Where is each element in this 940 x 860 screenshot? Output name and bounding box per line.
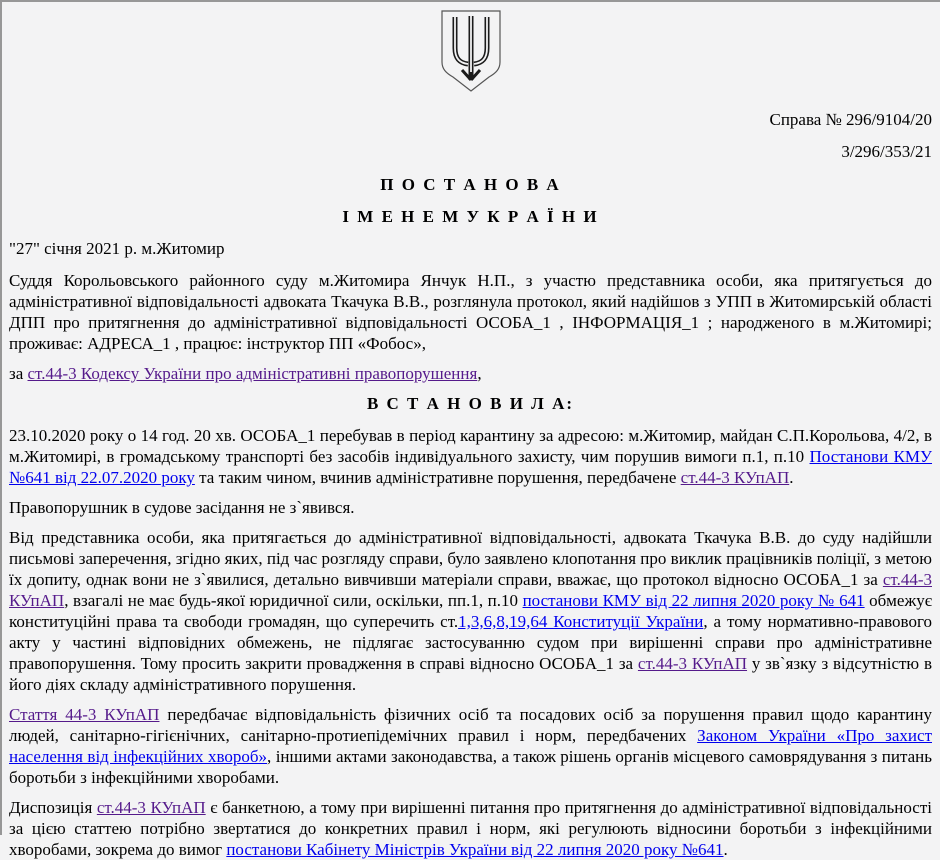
link-art44-3-kupap-article[interactable]: Стаття 44-3 КУпАП — [9, 705, 160, 724]
document-title-in-the-name-of-ukraine: І М Е Н Е М У К Р А Ї Н И — [342, 207, 599, 226]
paragraph-facts — [9, 425, 932, 488]
case-number: Справа № 296/9104/20 — [769, 110, 932, 129]
ukraine-trident-coat-of-arms-icon — [440, 10, 502, 92]
text-run: , а тому нормативно-правового акту у частині відповідних обмежень, не підлягає застосуванню судом при вирішенні справи про адміністративне правопорушення. Тому просить закрити провадження в справі відносно ОСОБА_1 за — [9, 612, 933, 673]
registry-number: 3/296/353/21 — [841, 142, 932, 161]
emblem-container — [9, 10, 932, 97]
text-run: , — [477, 364, 482, 383]
text-run: за — [9, 364, 28, 383]
text-run: 23.10.2020 року о 14 год. 20 хв. ОСОБА_1 перебував в період карантину за адресою: м.Житомир, майдан С.П.Корольова, 4/2, в м.Житомирі, в громадському транспорті без засобів індивідуального захисту, чим порушив вимоги п.1, п.10 — [9, 426, 932, 466]
text-run: передбачає відповідальність фізичних осіб та посадових осіб за порушення правил щодо карантину людей, санітарно-гігієнічних, санітарно-протиепідемічних правил і норм, передбачених — [9, 705, 932, 745]
link-art44-3-kupap[interactable]: ст.44-3 КУпАП — [680, 468, 790, 487]
link-art44-3-admin-offenses-code[interactable]: ст.44-3 Кодексу України про адміністративні правопорушення — [27, 364, 478, 383]
link-kmu-resolution-641-full[interactable]: постанови Кабінету Міністрів України від 22 липня 2020 року №641 — [226, 840, 724, 859]
case-numbers-block — [9, 109, 932, 162]
text-run: та таким чином, вчинив адміністративне порушення, передбачене — [194, 468, 681, 487]
paragraph-defense-objections — [9, 527, 932, 695]
text-run: є банкетною, а тому при вирішенні питання про притягнення до адміністративної відповідальності за цією статтею потрібно звертатися до конкретних правил і норм, які регулюють відносини боротьби з інфекційними хворобами, зокрема до вимог — [9, 798, 932, 859]
text-run: у зв`язку з відсутністю в його діях складу адміністративного порушення. — [9, 654, 932, 694]
text-run: обмежує конституційні права та свободи громадян, що суперечить ст. — [9, 591, 932, 631]
text-run: , взагалі не має будь-якої юридичної сили, оскільки, пп.1, п.10 — [64, 591, 523, 610]
paragraph-charge — [9, 363, 932, 384]
link-kmu-resolution-641[interactable]: Постанови КМУ №641 від 22.07.2020 року — [9, 447, 933, 487]
text-run: Диспозиція — [9, 798, 97, 817]
link-law-infectious-diseases[interactable]: Законом України «Про захист населення від інфекційних хвороб» — [9, 726, 932, 766]
link-art44-3-kupap[interactable]: ст.44-3 КУпАП — [9, 570, 932, 610]
link-art44-3-kupap[interactable]: ст.44-3 КУпАП — [96, 798, 206, 817]
text-run: . — [723, 840, 728, 859]
link-art44-3-kupap[interactable]: ст.44-3 КУпАП — [637, 654, 748, 673]
link-kmu-resolution-641-july[interactable]: постанови КМУ від 22 липня 2020 року № 641 — [522, 591, 865, 610]
established-heading: В С Т А Н О В И Л А: — [366, 394, 575, 413]
paragraph-article-description — [9, 704, 932, 788]
paragraph-judge-intro — [9, 270, 932, 354]
text-run: Від представника особи, яка притягається до адміністративної відповідальності, адвоката Ткачука В.В. до суду надійшли письмові заперечення, згідно яких, під час розгляду справи, було заявлено клопотання про виклик працівників поліції, з метою їх допиту, однак вони не з`явилися, детально вивчивши матеріали справи, вважає, що протокол відносно ОСОБА_1 за — [9, 528, 932, 589]
link-constitution-articles[interactable]: 1,3,6,8,19,64 Конституції України — [458, 612, 704, 631]
paragraph-offender-no-show — [9, 497, 932, 518]
text-run: Правопорушник в судове засідання не з`явився. — [9, 498, 355, 517]
text-run: , іншими актами законодавства, а також рішень органів місцевого самоврядування з питань боротьби з інфекційними хворобами. — [9, 747, 933, 787]
text-run: Суддя Корольовського районного суду м.Житомира Янчук Н.П., з участю представника особи, яка притягується до адміністративної відповідальності адвоката Ткачука В.В., розглянула протокол, який надійшов з УПП в Житомирській області ДПП про притягнення до адміністративної відповідальності ОСОБА_1 , ІНФОРМАЦІЯ_1 ; народженого в м.Житомирі; проживає: АДРЕСА_1 , працює: інструктор ПП «Фобос», — [9, 271, 932, 353]
document-title-resolution: П О С Т А Н О В А — [380, 175, 561, 194]
date-place-line: "27" січня 2021 р. м.Житомир — [9, 239, 225, 258]
court-decision-document — [9, 10, 932, 860]
text-run: . — [789, 468, 794, 487]
paragraph-disposition — [9, 797, 932, 860]
